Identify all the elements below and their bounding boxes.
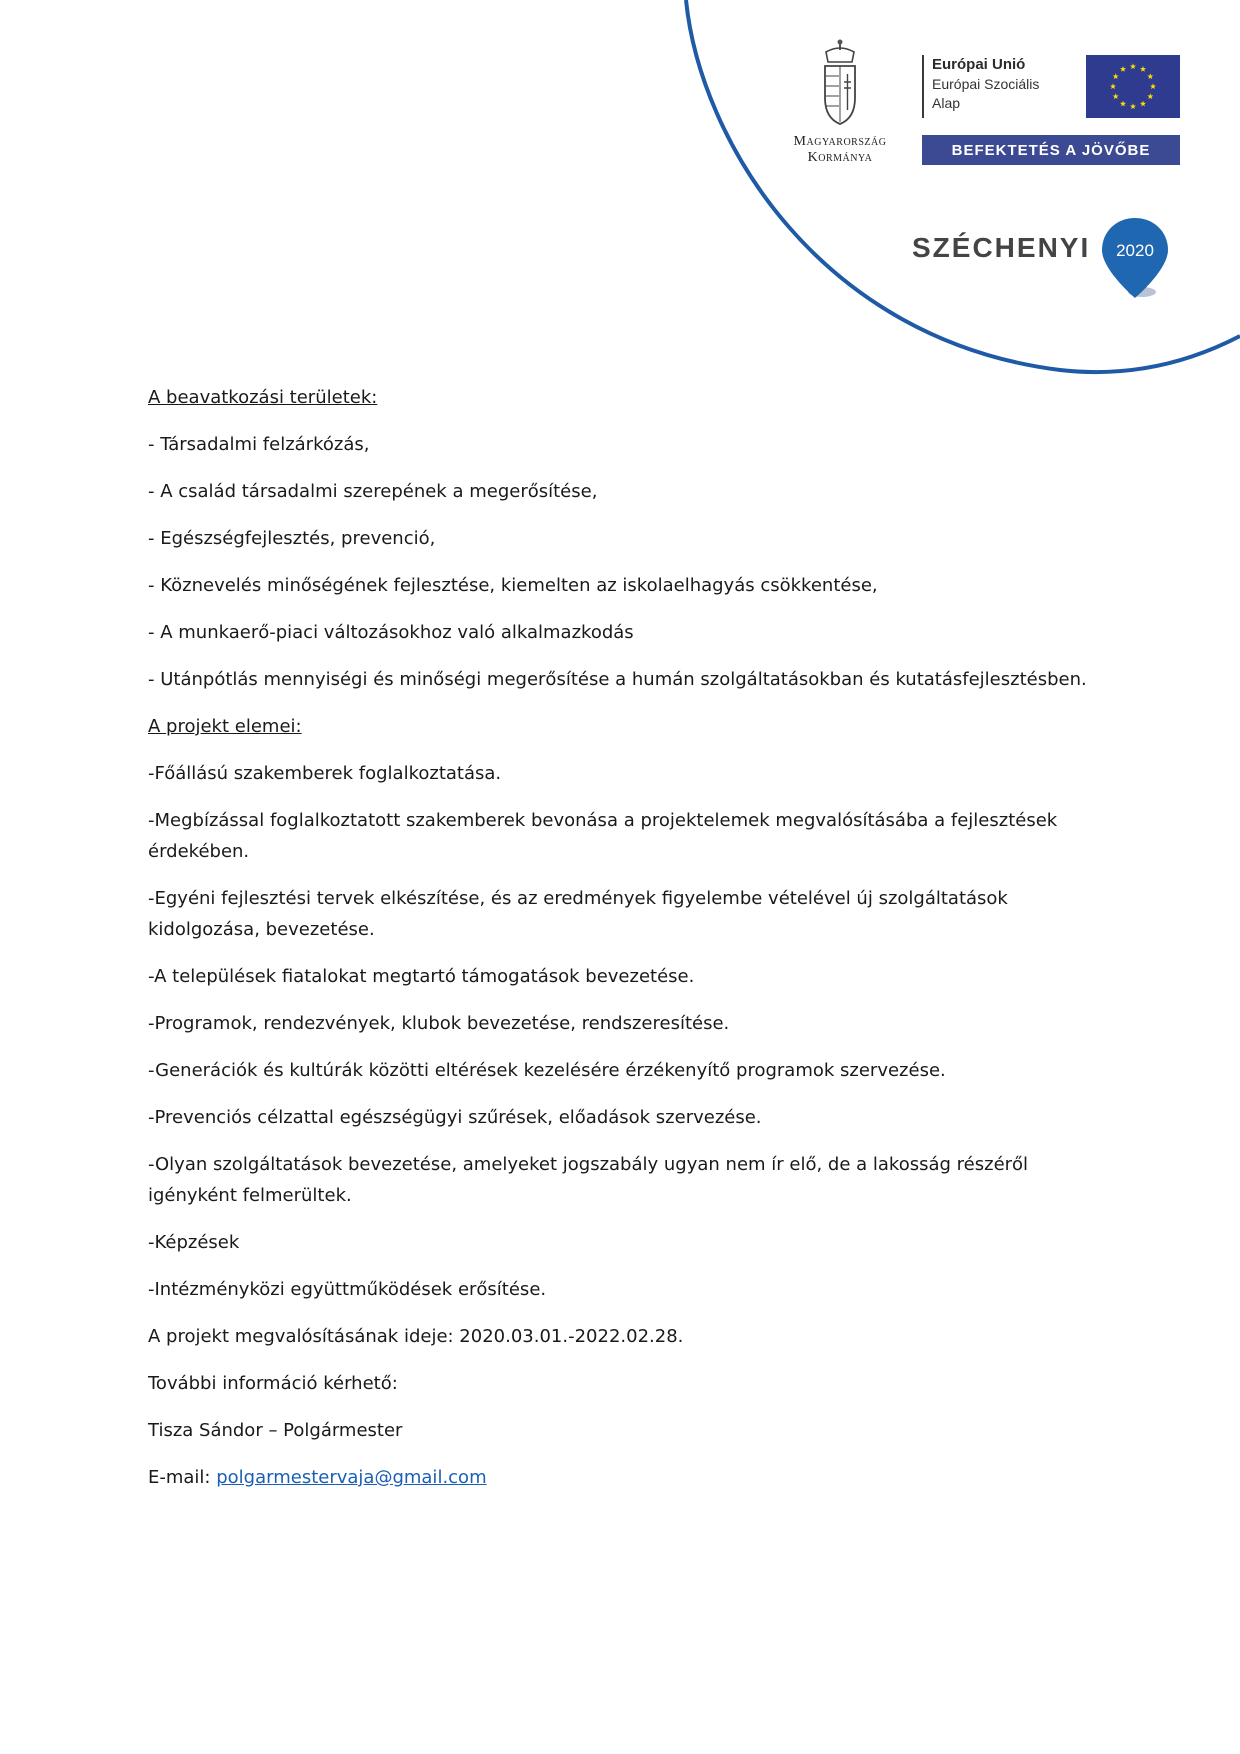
section-heading-elements: A projekt elemei: xyxy=(148,716,302,737)
list-item: -Egyéni fejlesztési tervek elkészítése, és az eredmények figyelembe vételével új szolgáltatások kidolgozása, bevezetése. xyxy=(148,888,1008,940)
list-item: -A települések fiatalokat megtartó támogatások bevezetése. xyxy=(148,966,695,987)
email-label: E-mail: xyxy=(148,1467,217,1488)
list-item: - Utánpótlás mennyiségi és minőségi megerősítése a humán szolgáltatásokban és kutatásfejlesztésben. xyxy=(148,669,1087,690)
eu-subtitle-2: Alap xyxy=(932,95,961,111)
document-body xyxy=(148,382,1108,1509)
list-item: -Intézményközi együttműködések erősítése. xyxy=(148,1279,547,1300)
hungarian-coat-of-arms-icon xyxy=(820,38,860,128)
gov-logo-text xyxy=(770,134,910,166)
email-link[interactable]: polgarmestervaja@gmail.com xyxy=(216,1467,487,1488)
gov-logo-line1: Magyarország xyxy=(793,134,887,149)
list-item: -Olyan szolgáltatások bevezetése, amelyeket jogszabály ugyan nem ír elő, de a lakosság részéről igényként felmerültek. xyxy=(148,1154,1029,1206)
eu-logo-text xyxy=(922,55,1039,118)
eu-title: Európai Unió xyxy=(932,56,1026,73)
project-duration: A projekt megvalósításának ideje: 2020.03.01.-2022.02.28. xyxy=(148,1326,684,1347)
list-item: -Generációk és kultúrák közötti eltérések kezelésére érzékenyítő programok szervezése. xyxy=(148,1060,946,1081)
list-item: -Programok, rendezvények, klubok bevezetése, rendszeresítése. xyxy=(148,1013,730,1034)
list-item: - A munkaerő-piaci változásokhoz való alkalmazkodás xyxy=(148,622,634,643)
list-item: - Egészségfejlesztés, prevenció, xyxy=(148,528,436,549)
szechenyi-logo xyxy=(912,216,1172,300)
list-item: -Főállású szakemberek foglalkoztatása. xyxy=(148,763,502,784)
list-item: - A család társadalmi szerepének a megerősítése, xyxy=(148,481,598,502)
list-item: - Társadalmi felzárkózás, xyxy=(148,434,370,455)
header-arc xyxy=(0,0,1240,400)
gov-logo-line2: Kormánya xyxy=(807,150,873,165)
szechenyi-badge: 2020 xyxy=(1116,241,1154,260)
map-pin-icon xyxy=(1098,216,1172,302)
gov-logo xyxy=(770,38,910,166)
list-item: - Köznevelés minőségének fejlesztése, kiemelten az iskolaelhagyás csökkentése, xyxy=(148,575,878,596)
list-item: -Megbízással foglalkoztatott szakemberek bevonása a projektelemek megvalósításába a fejlesztések érdekében. xyxy=(148,810,1058,862)
eu-subtitle-1: Európai Szociális xyxy=(932,76,1040,92)
section-heading-areas: A beavatkozási területek: xyxy=(148,387,378,408)
eu-flag-icon xyxy=(1086,55,1180,118)
list-item: -Prevenciós célzattal egészségügyi szűrések, előadások szervezése. xyxy=(148,1107,762,1128)
list-item: -Képzések xyxy=(148,1232,240,1253)
email-line xyxy=(148,1462,1108,1493)
eu-banner: BEFEKTETÉS A JÖVŐBE xyxy=(922,135,1180,165)
contact-person: Tisza Sándor – Polgármester xyxy=(148,1420,403,1441)
info-label: További információ kérhető: xyxy=(148,1373,398,1394)
szechenyi-text: SZÉCHENYI xyxy=(912,232,1091,263)
